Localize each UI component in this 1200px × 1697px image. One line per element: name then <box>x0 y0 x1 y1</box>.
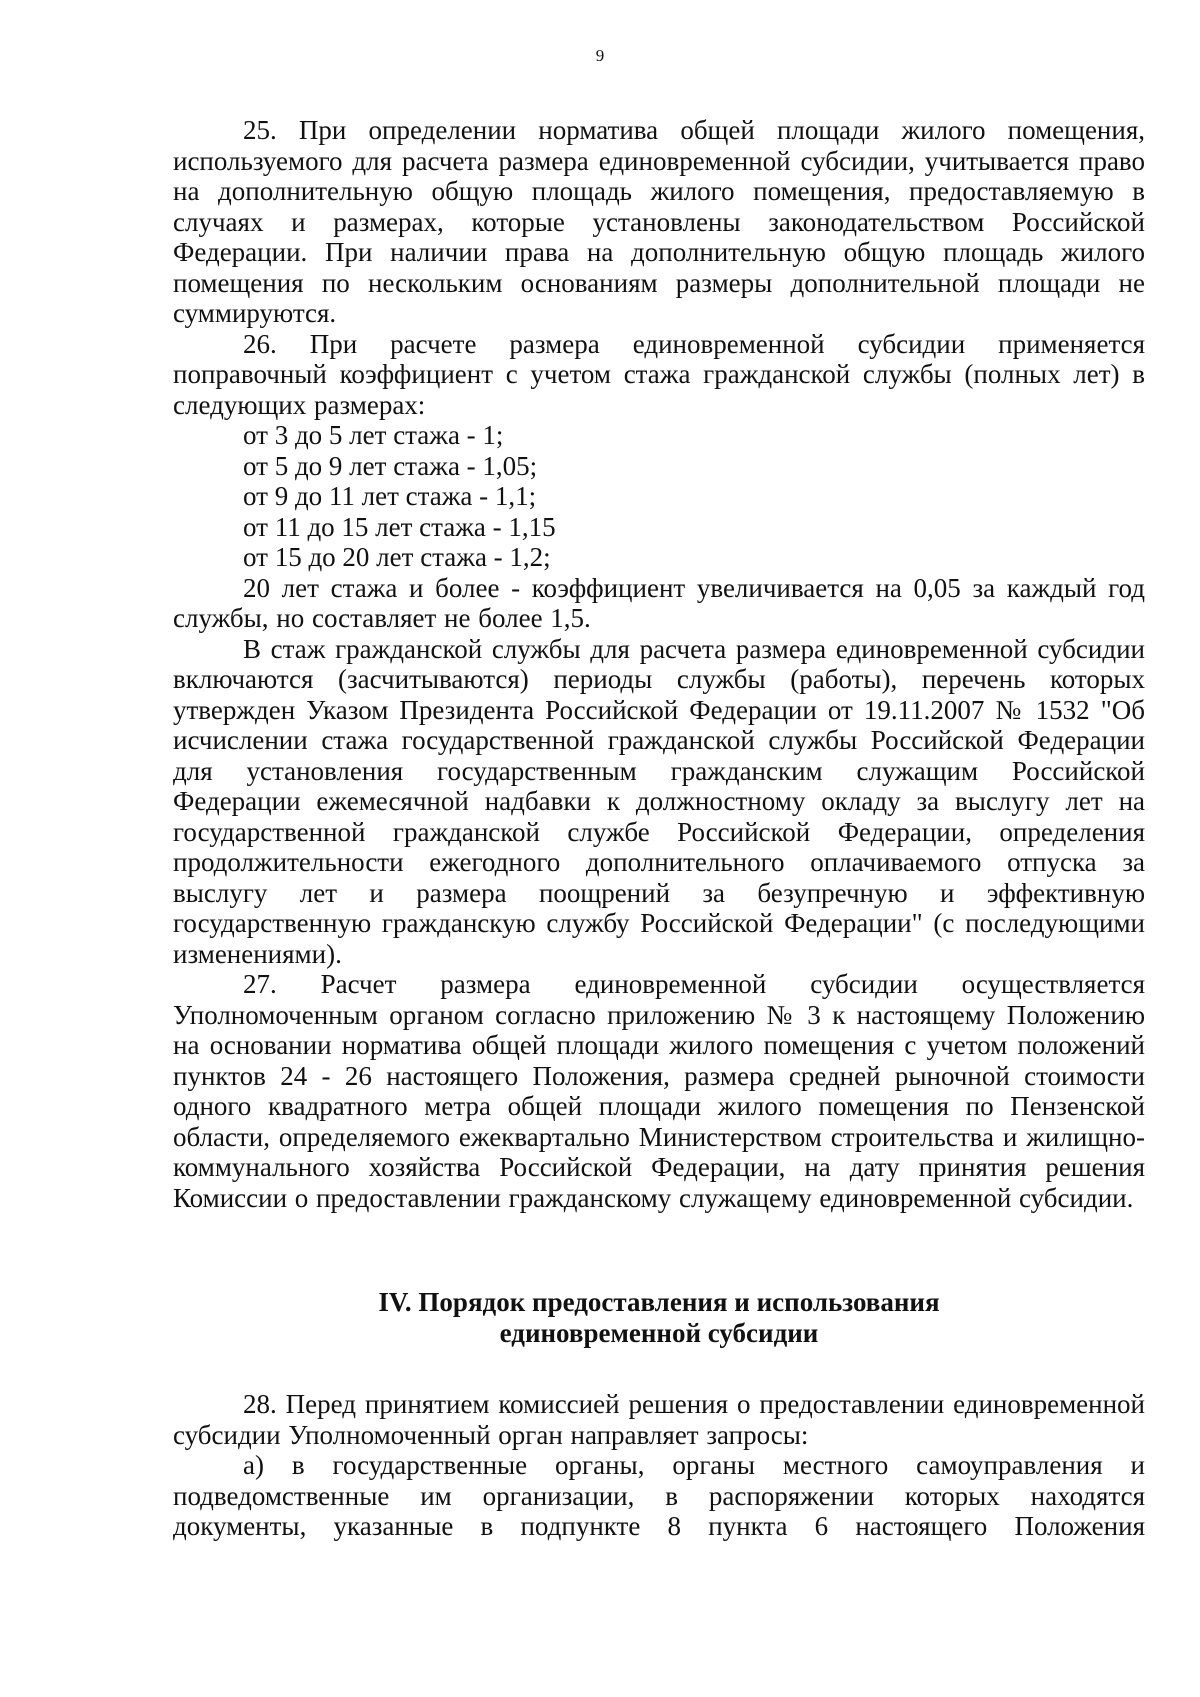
page-number: 9 <box>595 46 605 65</box>
paragraph: В стаж гражданской службы для расчета размера единовременной субсидии включаются (засчитываются) периоды службы (работы), перечень которых утвержден Указом Президента Российской Федерации от 19.11.2007 № 1532 "Об исчислении стажа государственной гражданской службы Российской Федерации для установления государственным гражданским служащим Российской Федерации ежемесячной надбавки к должностному окладу за выслугу лет на государственной гражданской службе Российской Федерации, определения продолжительности ежегодного дополнительного оплачиваемого отпуска за выслугу лет и размера поощрений за безупречную и эффективную государственную гражданскую службу Российской Федерации" (с последующими изменениями). <box>173 633 1145 969</box>
section-heading <box>173 1287 1145 1349</box>
document-body <box>173 115 1145 1542</box>
paragraph: 25. При определении норматива общей площади жилого помещения, используемого для расчета размера единовременной субсидии, учитывается право на дополнительную общую площадь жилого помещения, предоставляемую в случаях и размерах, которые установлены законодательством Российской Федерации. При наличии права на дополнительную общую площадь жилого помещения по нескольким основаниям размеры дополнительной площади не суммируются. <box>173 115 1145 328</box>
list-item: от 5 до 9 лет стажа - 1,05; <box>243 450 538 481</box>
list-item: от 11 до 15 лет стажа - 1,15 <box>243 511 556 542</box>
list-item: от 15 до 20 лет стажа - 1,2; <box>243 542 551 572</box>
paragraphs-after-heading <box>173 1389 1145 1542</box>
paragraph: 27. Расчет размера единовременной субсидии осуществляется Уполномоченным органом согласно приложению № 3 к настоящему Положению на основании норматива общей площади жилого помещения с учетом положений пунктов 24 - 26 настоящего Положения, размера средней рыночной стоимости одного квадратного метра общей площади жилого помещения по Пензенской области, определяемого ежеквартально Министерством строительства и жилищно-коммунального хозяйства Российской Федерации, на дату принятия решения Комиссии о предоставлении гражданскому служащему единовременной субсидии. <box>173 969 1145 1213</box>
paragraph: 20 лет стажа и более - коэффициент увеличивается на 0,05 за каждый год службы, но составляет не более 1,5. <box>173 572 1145 633</box>
paragraphs-before-heading <box>173 115 1145 1213</box>
list-item: от 9 до 11 лет стажа - 1,1; <box>243 481 537 511</box>
section-heading-line-1: IV. Порядок предоставления и использования <box>378 1287 940 1317</box>
list-item: от 3 до 5 лет стажа - 1; <box>243 420 504 450</box>
paragraph: а) в государственные органы, органы местного самоуправления и подведомственные им организации, в распоряжении которых находятся документы, указанные в подпункте 8 пункта 6 настоящего Положения <box>173 1450 1145 1541</box>
section-heading-line-2: единовременной субсидии <box>499 1318 819 1348</box>
paragraph: 26. При расчете размера единовременной субсидии применяется поправочный коэффициент с учетом стажа гражданской службы (полных лет) в следующих размерах: <box>173 328 1145 420</box>
paragraph: 28. Перед принятием комиссией решения о предоставлении единовременной субсидии Уполномоченный орган направляет запросы: <box>173 1389 1145 1450</box>
